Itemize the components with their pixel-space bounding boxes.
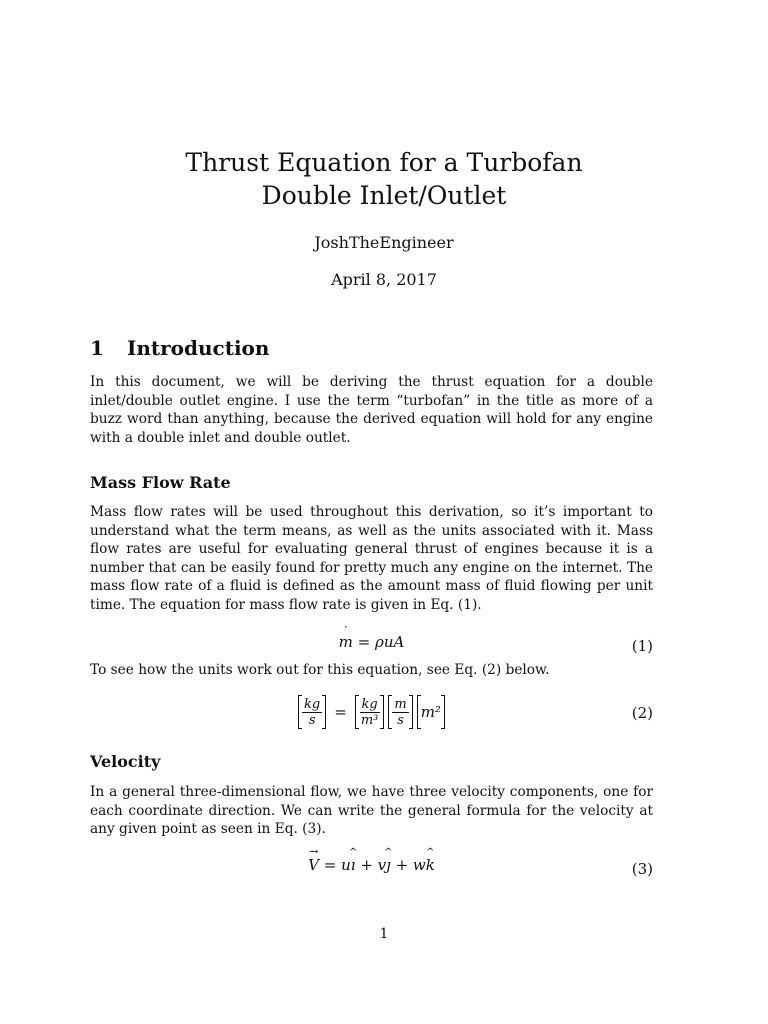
units-sentence: To see how the units work out for this equation, see Eq. (2) below. <box>90 662 550 678</box>
equation-1 <box>90 633 653 663</box>
title-line-1: Thrust Equation for a Turbofan <box>185 148 583 177</box>
section-number: 1 <box>90 336 104 360</box>
j-hat: ȷ ^ <box>386 856 391 874</box>
date: April 8, 2017 <box>331 270 437 289</box>
equation-1-label: (1) <box>631 637 653 655</box>
subsection-heading-mass-flow-rate: Mass Flow Rate <box>90 473 231 492</box>
velocity-vector-symbol: V → <box>308 856 319 874</box>
i-hat: ı ^ <box>351 856 356 874</box>
equation-2-label: (2) <box>631 704 653 722</box>
section-heading-introduction <box>90 336 269 360</box>
page-number: 1 <box>379 926 389 942</box>
equation-2: $\frac{kg}{s}$ = $\frac{kg}{\text{m³}}$ $\frac{m}{s}$ m² (2) <box>90 693 653 733</box>
eq1-rhs: = ρuA <box>352 633 405 651</box>
m-dot-symbol: m ˙ <box>339 633 353 651</box>
subsection-heading-velocity: Velocity <box>90 752 161 771</box>
velocity-paragraph: In a general three-dimensional flow, we have three velocity components, one for each coordinate direction. We can write the general formula for the velocity at any given point as seen in Eq. (3). <box>90 784 653 838</box>
equation-3-label: (3) <box>631 860 653 878</box>
author: JoshTheEngineer <box>314 233 454 252</box>
intro-paragraph: In this document, we will be deriving the thrust equation for a double inlet/double outlet engine. I use the term “turbofan” in the title as more of a buzz word than anything, because the derived equation will hold for any engine with a double inlet and double outlet. <box>90 374 653 446</box>
title-line-2: Double Inlet/Outlet <box>261 181 507 210</box>
equation-3: V → = uı ^ + vȷ ^ + wk ^ (3) <box>90 856 653 886</box>
mass-flow-paragraph: Mass flow rates will be used throughout this derivation, so it’s important to understand what the term means, as well as the units associated with it. Mass flow rates are useful for evaluating general thrust of engines because it is a number that can be easily found for pretty much any engine on the internet. The mass flow rate of a fluid is defined as the amount mass of fluid flowing per unit time. The equation for mass flow rate is given in Eq. (1). <box>90 504 653 613</box>
k-hat: k ^ <box>426 856 435 874</box>
section-title: Introduction <box>127 336 270 360</box>
